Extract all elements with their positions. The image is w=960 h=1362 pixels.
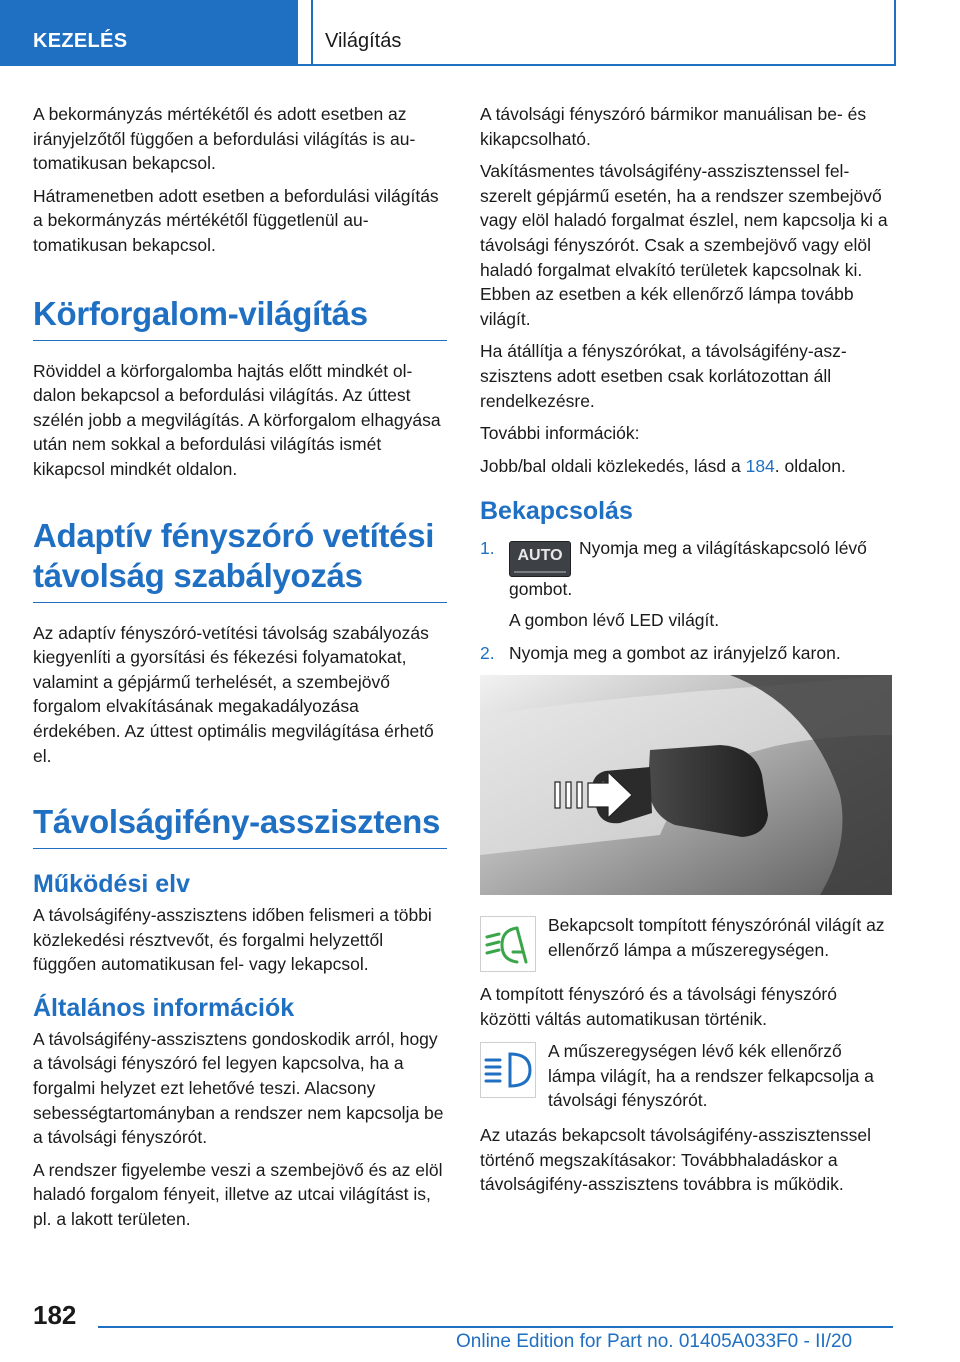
indicator-row [480,913,892,972]
step-text: Nyomja meg a gombot az irányjelző karon. [509,642,841,663]
right-column [480,102,892,1205]
step-number: 2. [480,642,495,663]
indicator-description: A műszeregységen lévő kék ellenőrző lámpa világít, ha a rendszer felkapcsolja a távolsági fényszórót. [548,1041,874,1111]
paragraph: A bekormányzás mértékétől és adott esetben az irányjelzőtől függően a befordulási világítás is automatikusan bekapcsol. [33,104,416,174]
paragraph: A rendszer figyelembe veszi a szembejövő és az elöl haladó forgalom fényeit, illetve az utcai világítást is, pl. a lakott területen. [33,1159,443,1230]
paragraph: A tompított fényszóró és a távolsági fényszóró közötti váltás automatikusan történik. [480,984,837,1029]
edition-label: Online Edition for Part no. 01405A033F0 - II/20 [456,1331,853,1352]
step-number: 1. [480,538,495,559]
page-header [0,0,960,66]
turn-signal-lever-photo [480,675,892,895]
auto-button-icon: AUTO [509,541,571,577]
paragraph: Az utazás bekapcsolt távolságifény-asszisztenssel történő megszakításakor: Továbbhaladáskor a távolságifény-asszisztens továbbra is működik. [480,1125,872,1195]
paragraph: A távolságifény-asszisztens gondoskodik arról, hogy a távolsági fényszóró fel legyen kapcsolva, ha a forgalmi helyzet ezt lehetővé teszi. Alacsony sebességtartományban a rendszer nem kapcsolja be a távolsági fényszórót. [33,1028,444,1148]
paragraph [480,454,892,479]
high-beam-indicator-icon [480,1042,536,1098]
text: Jobb/bal oldali közlekedés, lásd a [480,455,746,476]
heading-switch-on: Bekapcsolás [480,497,633,526]
step-text: Nyomja meg a világításkapcsoló lévő gombot. [509,538,867,600]
page-link[interactable]: 184 [745,455,775,476]
paragraph: A távolsági fényszóró bármikor manuálisan be- és kikapcsolható. [480,104,867,149]
heading-adaptive-range: Adaptív fényszóró vetítési távolság szabályozás [33,516,447,603]
left-column [33,102,447,1240]
header-divider-left [311,0,313,66]
header-divider-right [894,0,896,66]
list-item [480,641,892,666]
heading-general-info: Általános információk [33,993,295,1022]
heading-principle: Működési elv [33,870,190,899]
step-note: A gombon lévő LED világít. [509,609,720,630]
paragraph: Az adaptív fényszóró-vetítési távolság szabályozás kiegyenlíti a gyorsítási és fékezési folyamatokat, valamint a gépjármű terhelését, a szembejövő forgalom elvakításának megakadályozása érdekében. Az úttest optimális megvilágítása érhető el. [33,622,434,766]
paragraph: Ha átállítja a fényszórókat, a távolságifény-aszszisztens adott esetben csak korlátozottan áll rendelkezésre. [480,341,847,411]
paragraph: További információk: [480,423,640,444]
paragraph: A távolságifény-asszisztens időben felismeri a többi közlekedési résztvevőt, és forgalmi helyzettől függően automatikusan fel- vagy lekapcsol. [33,905,432,975]
indicator-description: Bekapcsolt tompított fényszórónál világít az ellenőrző lámpa a műszeregységen. [548,915,885,960]
footer-rule [98,1326,893,1328]
topic-title: Világítás [325,30,402,52]
header-underline [298,64,896,66]
text: . oldalon. [774,455,846,476]
page-number: 182 [33,1300,77,1330]
section-tab: KEZELÉS [0,0,298,66]
list-item [480,536,892,632]
indicator-row [480,1039,892,1113]
automatic-headlight-indicator-icon [480,916,536,972]
heading-roundabout-lighting: Körforgalom-világítás [33,294,447,341]
paragraph: Hátramenetben adott esetben a befordulási világítás a bekormányzás mértékétől függetlenül automatikusan bekapcsol. [33,185,439,255]
steps-list [480,536,892,665]
heading-high-beam-assistant: Távolságifény-asszisztens [33,802,447,849]
paragraph: Röviddel a körforgalomba hajtás előtt mindkét oldalon bekapcsol a befordulási világítás. Az úttest szélén jobb a megvilágítás. A körforgalom elhagyása után nem sokkal a befordulási világítás ismét kikapcsol mindkét oldalon. [33,360,441,479]
paragraph: Vakításmentes távolságifény-asszisztenssel felszerelt gépjármű esetén, ha a rendszer szembejövő vagy elöl haladó forgalmat észlel, nem kapcsolja ki a távolsági fényszórót. Csak a szembejövő vagy elöl haladó forgalmat elvakító területek kapcsolnak ki. Ebben az esetben a kék ellenőrző lámpa tovább világít. [480,161,888,329]
